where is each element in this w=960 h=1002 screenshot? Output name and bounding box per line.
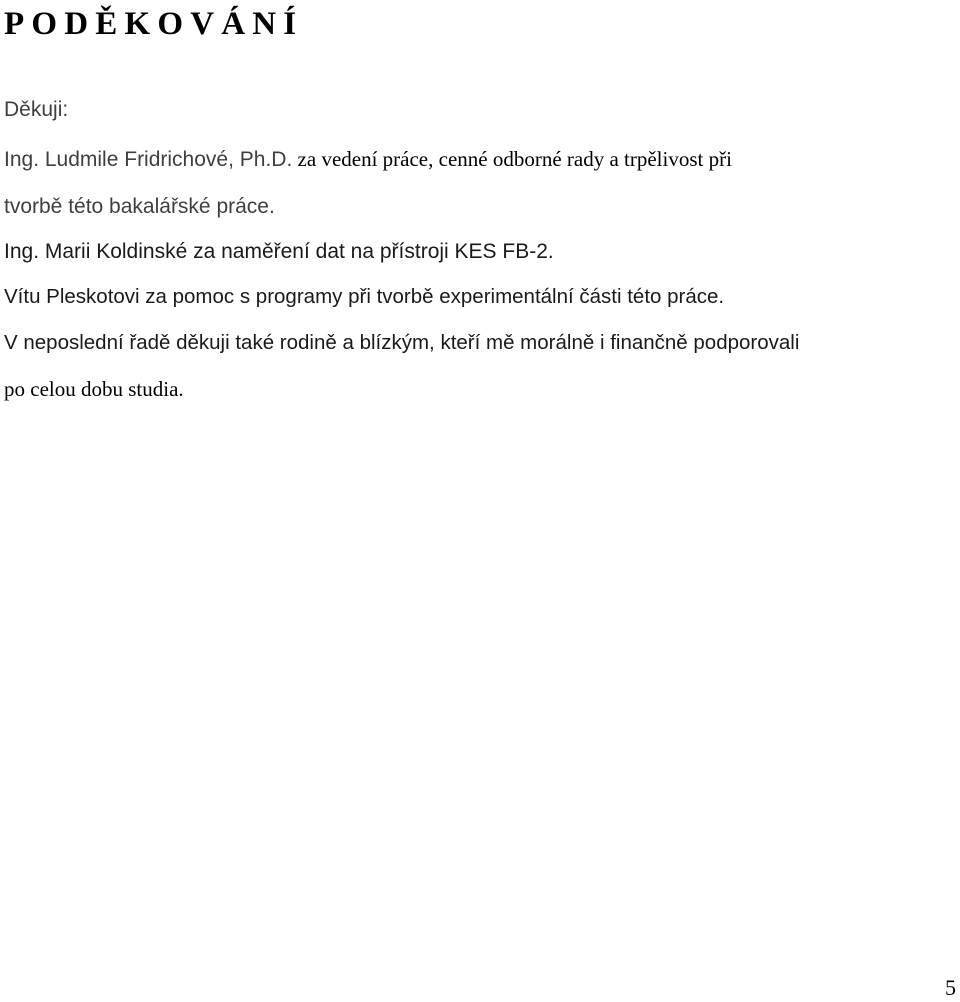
thanks-family-continued: po celou dobu studia.	[4, 377, 184, 401]
supervisor-name: Ing. Ludmile Fridrichové, Ph.D.	[4, 148, 293, 171]
page-title: PODĚKOVÁNÍ	[4, 6, 304, 42]
thanks-programs: Vítu Pleskotovi za pomoc s programy při tvorbě experimentální části této práce.	[4, 285, 725, 308]
thanks-family: V neposlední řadě děkuji také rodině a blízkým, kteří mě morálně i finančně podporovali	[4, 331, 800, 354]
page-number: 5	[945, 975, 956, 1000]
thanks-supervisor	[4, 145, 732, 174]
greeting: Děkuji:	[4, 98, 69, 121]
thanks-measurement: Ing. Marii Koldinské za naměření dat na přístroji KES FB-2.	[4, 240, 554, 263]
thanks-supervisor-continued: tvorbě této bakalářské práce.	[4, 195, 275, 218]
supervisor-thanks-text: za vedení práce, cenné odborné rady a trpělivost při	[292, 147, 732, 171]
